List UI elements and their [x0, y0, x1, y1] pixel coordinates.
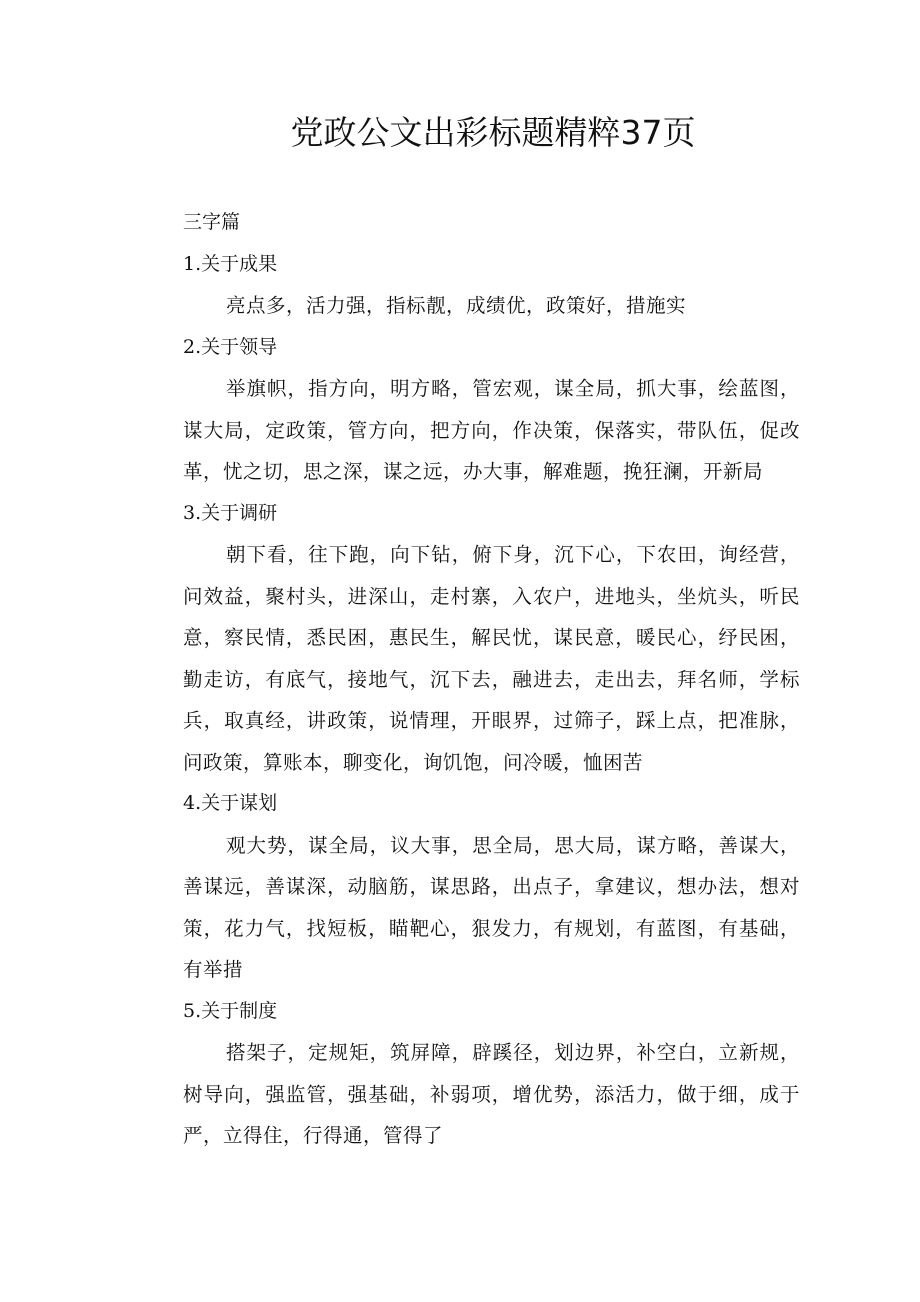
- paragraph-line: 亮点多，活力强，指标靓，成绩优，政策好，措施实: [226, 294, 687, 317]
- document-title: 党政公文出彩标题精粹37页: [290, 113, 696, 152]
- paragraph-line: 搭架子，定规矩，筑屏障，辟蹊径，划边界，补空白，立新规，: [226, 1041, 800, 1064]
- paragraph-line: 善谋远，善谋深，动脑筋，谋思路，出点子，拿建议，想办法，想对: [183, 875, 800, 898]
- section-heading-three-character: 三字篇: [183, 211, 241, 233]
- paragraph-line: 革，忧之切，思之深，谋之远，办大事，解难题，挽狂澜，开新局: [183, 460, 764, 483]
- paragraph-system: [140, 1032, 800, 1157]
- paragraph-line: 有举措: [183, 958, 244, 981]
- paragraph-line: 朝下看，往下跑，向下钻，俯下身，沉下心，下农田，询经营，: [226, 543, 800, 566]
- paragraph-leadership: [140, 368, 800, 493]
- paragraph-planning: [140, 825, 800, 991]
- paragraph-line: 意，察民情，悉民困，惠民生，解民忧，谋民意，暖民心，纾民困，: [183, 626, 800, 649]
- section-heading-achievements: 1.关于成果: [183, 252, 278, 275]
- paragraph-line: 举旗帜，指方向，明方略，管宏观，谋全局，抓大事，绘蓝图，: [226, 377, 800, 400]
- paragraph-line: 严，立得住，行得通，管得了: [183, 1124, 444, 1147]
- paragraph-research: [140, 534, 800, 783]
- section-heading-leadership: 2.关于领导: [183, 335, 278, 358]
- paragraph-line: 树导向，强监管，强基础，补弱项，增优势，添活力，做于细，成于: [183, 1082, 800, 1106]
- paragraph-line: 谋大局，定政策，管方向，把方向，作决策，保落实，带队伍，促改: [183, 418, 800, 442]
- paragraph-line: 问效益，聚村头，进深山，走村寨，入农户，进地头，坐炕头，听民: [183, 584, 800, 608]
- section-heading-system: 5.关于制度: [183, 999, 278, 1022]
- section-heading-planning: 4.关于谋划: [183, 792, 278, 814]
- paragraph-line: 勤走访，有底气，接地气，沉下去，融进去，走出去，拜名师，学标: [183, 667, 800, 691]
- paragraph-achievements: [140, 285, 800, 327]
- section-heading-research: 3.关于调研: [183, 501, 278, 524]
- document-body: [140, 202, 800, 1157]
- paragraph-line: 兵，取真经，讲政策，说情理，开眼界，过筛子，踩上点，把准脉，: [183, 709, 800, 732]
- paragraph-line: 观大势，谋全局，议大事，思全局，思大局，谋方略，善谋大，: [226, 833, 800, 857]
- paragraph-line: 问政策，算账本，聊变化，询饥饱，问冷暖，恤困苦: [183, 750, 644, 774]
- paragraph-line: 策，花力气，找短板，瞄靶心，狠发力，有规划，有蓝图，有基础，: [183, 916, 800, 940]
